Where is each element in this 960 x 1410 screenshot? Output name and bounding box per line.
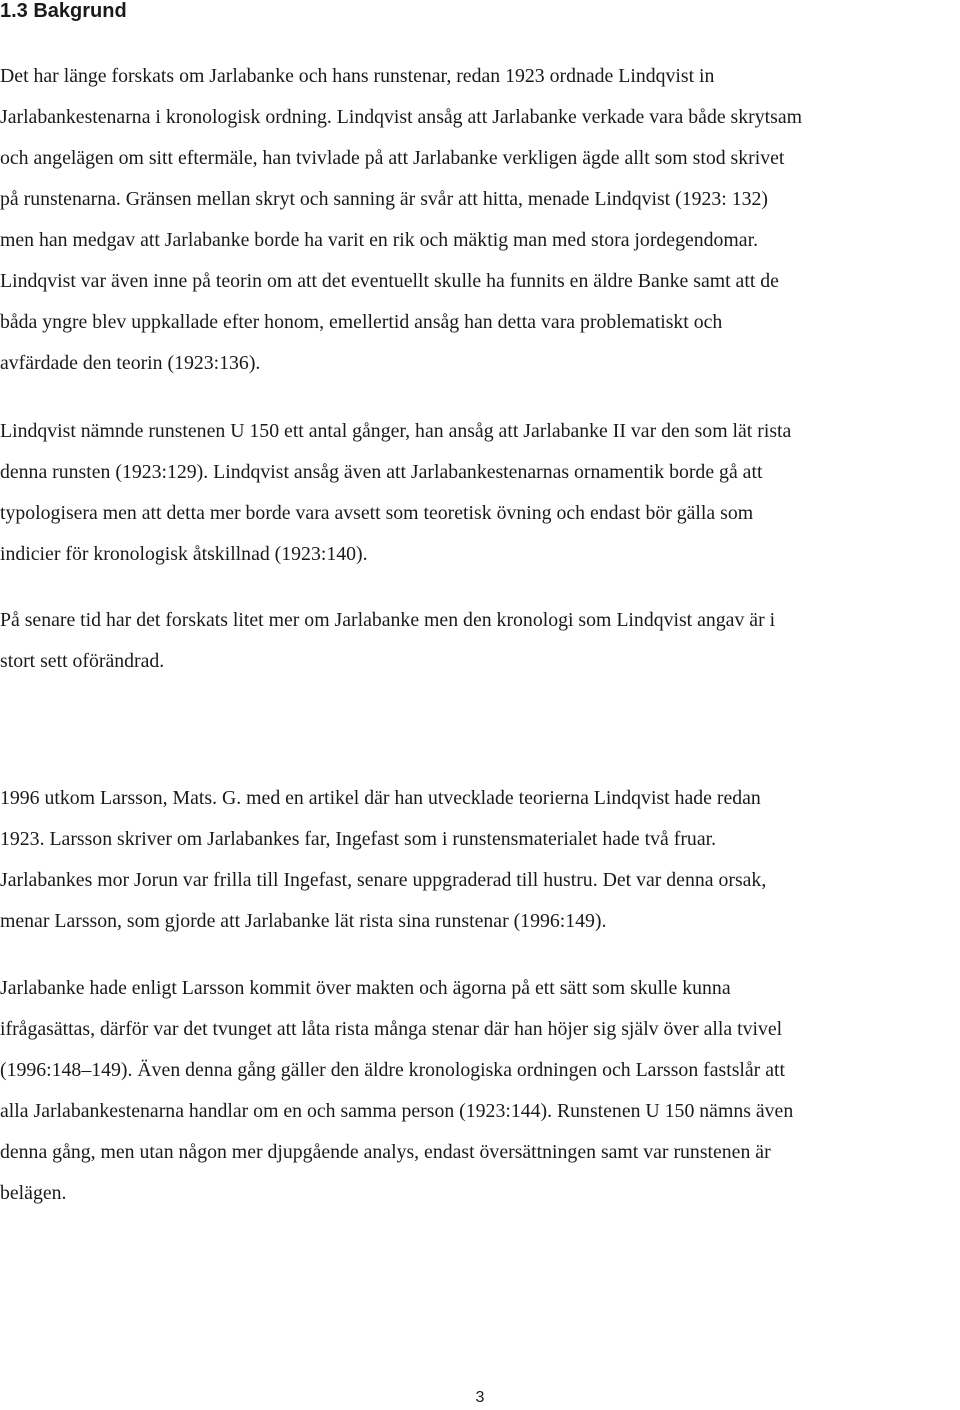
paragraph-2: [0, 411, 791, 575]
section-heading: 1.3 Bakgrund: [0, 0, 127, 22]
paragraph-line: avfärdade den teorin (1923:136).: [0, 352, 261, 374]
paragraph-line: belägen.: [0, 1182, 67, 1204]
paragraph-line: denna runsten (1923:129). Lindqvist ansåg även att Jarlabankestenarnas ornamentik borde gå att: [0, 461, 763, 483]
paragraph-line: denna gång, men utan någon mer djupgående analys, endast översättningen samt var runstenen är: [0, 1141, 771, 1163]
paragraph-line: på runstenarna. Gränsen mellan skryt och sanning är svår att hitta, menade Lindqvist (1923: 132): [0, 188, 768, 210]
paragraph-1: [0, 56, 802, 384]
paragraph-line: Jarlabankestenarna i kronologisk ordning. Lindqvist ansåg att Jarlabanke verkade vara både skrytsam: [0, 106, 802, 128]
paragraph-line: Det har länge forskats om Jarlabanke och hans runstenar, redan 1923 ordnade Lindqvist in: [0, 65, 715, 87]
paragraph-line: (1996:148–149). Även denna gång gäller den äldre kronologiska ordningen och Larsson fastslår att: [0, 1059, 785, 1081]
paragraph-5: [0, 968, 793, 1214]
paragraph-3: [0, 600, 775, 682]
paragraph-line: Jarlabankes mor Jorun var frilla till Ingefast, senare uppgraderad till hustru. Det var denna orsak,: [0, 869, 767, 891]
paragraph-line: Jarlabanke hade enligt Larsson kommit över makten och ägorna på ett sätt som skulle kunna: [0, 977, 731, 999]
page-number: 3: [475, 1389, 485, 1406]
paragraph-4: [0, 778, 766, 942]
paragraph-line: typologisera men att detta mer borde vara avsett som teoretisk övning och endast bör gälla som: [0, 502, 754, 524]
paragraph-line: menar Larsson, som gjorde att Jarlabanke lät rista sina runstenar (1996:149).: [0, 910, 607, 932]
paragraph-line: alla Jarlabankestenarna handlar om en och samma person (1923:144). Runstenen U 150 nämns även: [0, 1100, 794, 1122]
paragraph-line: indicier för kronologisk åtskillnad (1923:140).: [0, 543, 368, 565]
paragraph-line: stort sett oförändrad.: [0, 650, 165, 672]
paragraph-line: och angelägen om sitt eftermäle, han tvivlade på att Jarlabanke verkligen ägde allt som stod skrivet: [0, 147, 785, 169]
paragraph-line: Lindqvist nämnde runstenen U 150 ett antal gånger, han ansåg att Jarlabanke II var den som lät rista: [0, 420, 792, 442]
paragraph-line: men han medgav att Jarlabanke borde ha varit en rik och mäktig man med stora jordegendomar.: [0, 229, 759, 251]
paragraph-line: På senare tid har det forskats litet mer om Jarlabanke men den kronologi som Lindqvist angav är i: [0, 609, 776, 631]
paragraph-line: Lindqvist var även inne på teorin om att det eventuellt skulle ha funnits en äldre Banke samt att de: [0, 270, 779, 292]
paragraph-line: båda yngre blev uppkallade efter honom, emellertid ansåg han detta vara problematiskt och: [0, 311, 723, 333]
paragraph-line: 1996 utkom Larsson, Mats. G. med en artikel där han utvecklade teorierna Lindqvist hade redan: [0, 787, 761, 809]
paragraph-line: 1923. Larsson skriver om Jarlabankes far, Ingefast som i runstensmaterialet hade två fruar.: [0, 828, 717, 850]
paragraph-line: ifrågasättas, därför var det tvunget att låta rista många stenar där han höjer sig själv över alla tvivel: [0, 1018, 783, 1040]
